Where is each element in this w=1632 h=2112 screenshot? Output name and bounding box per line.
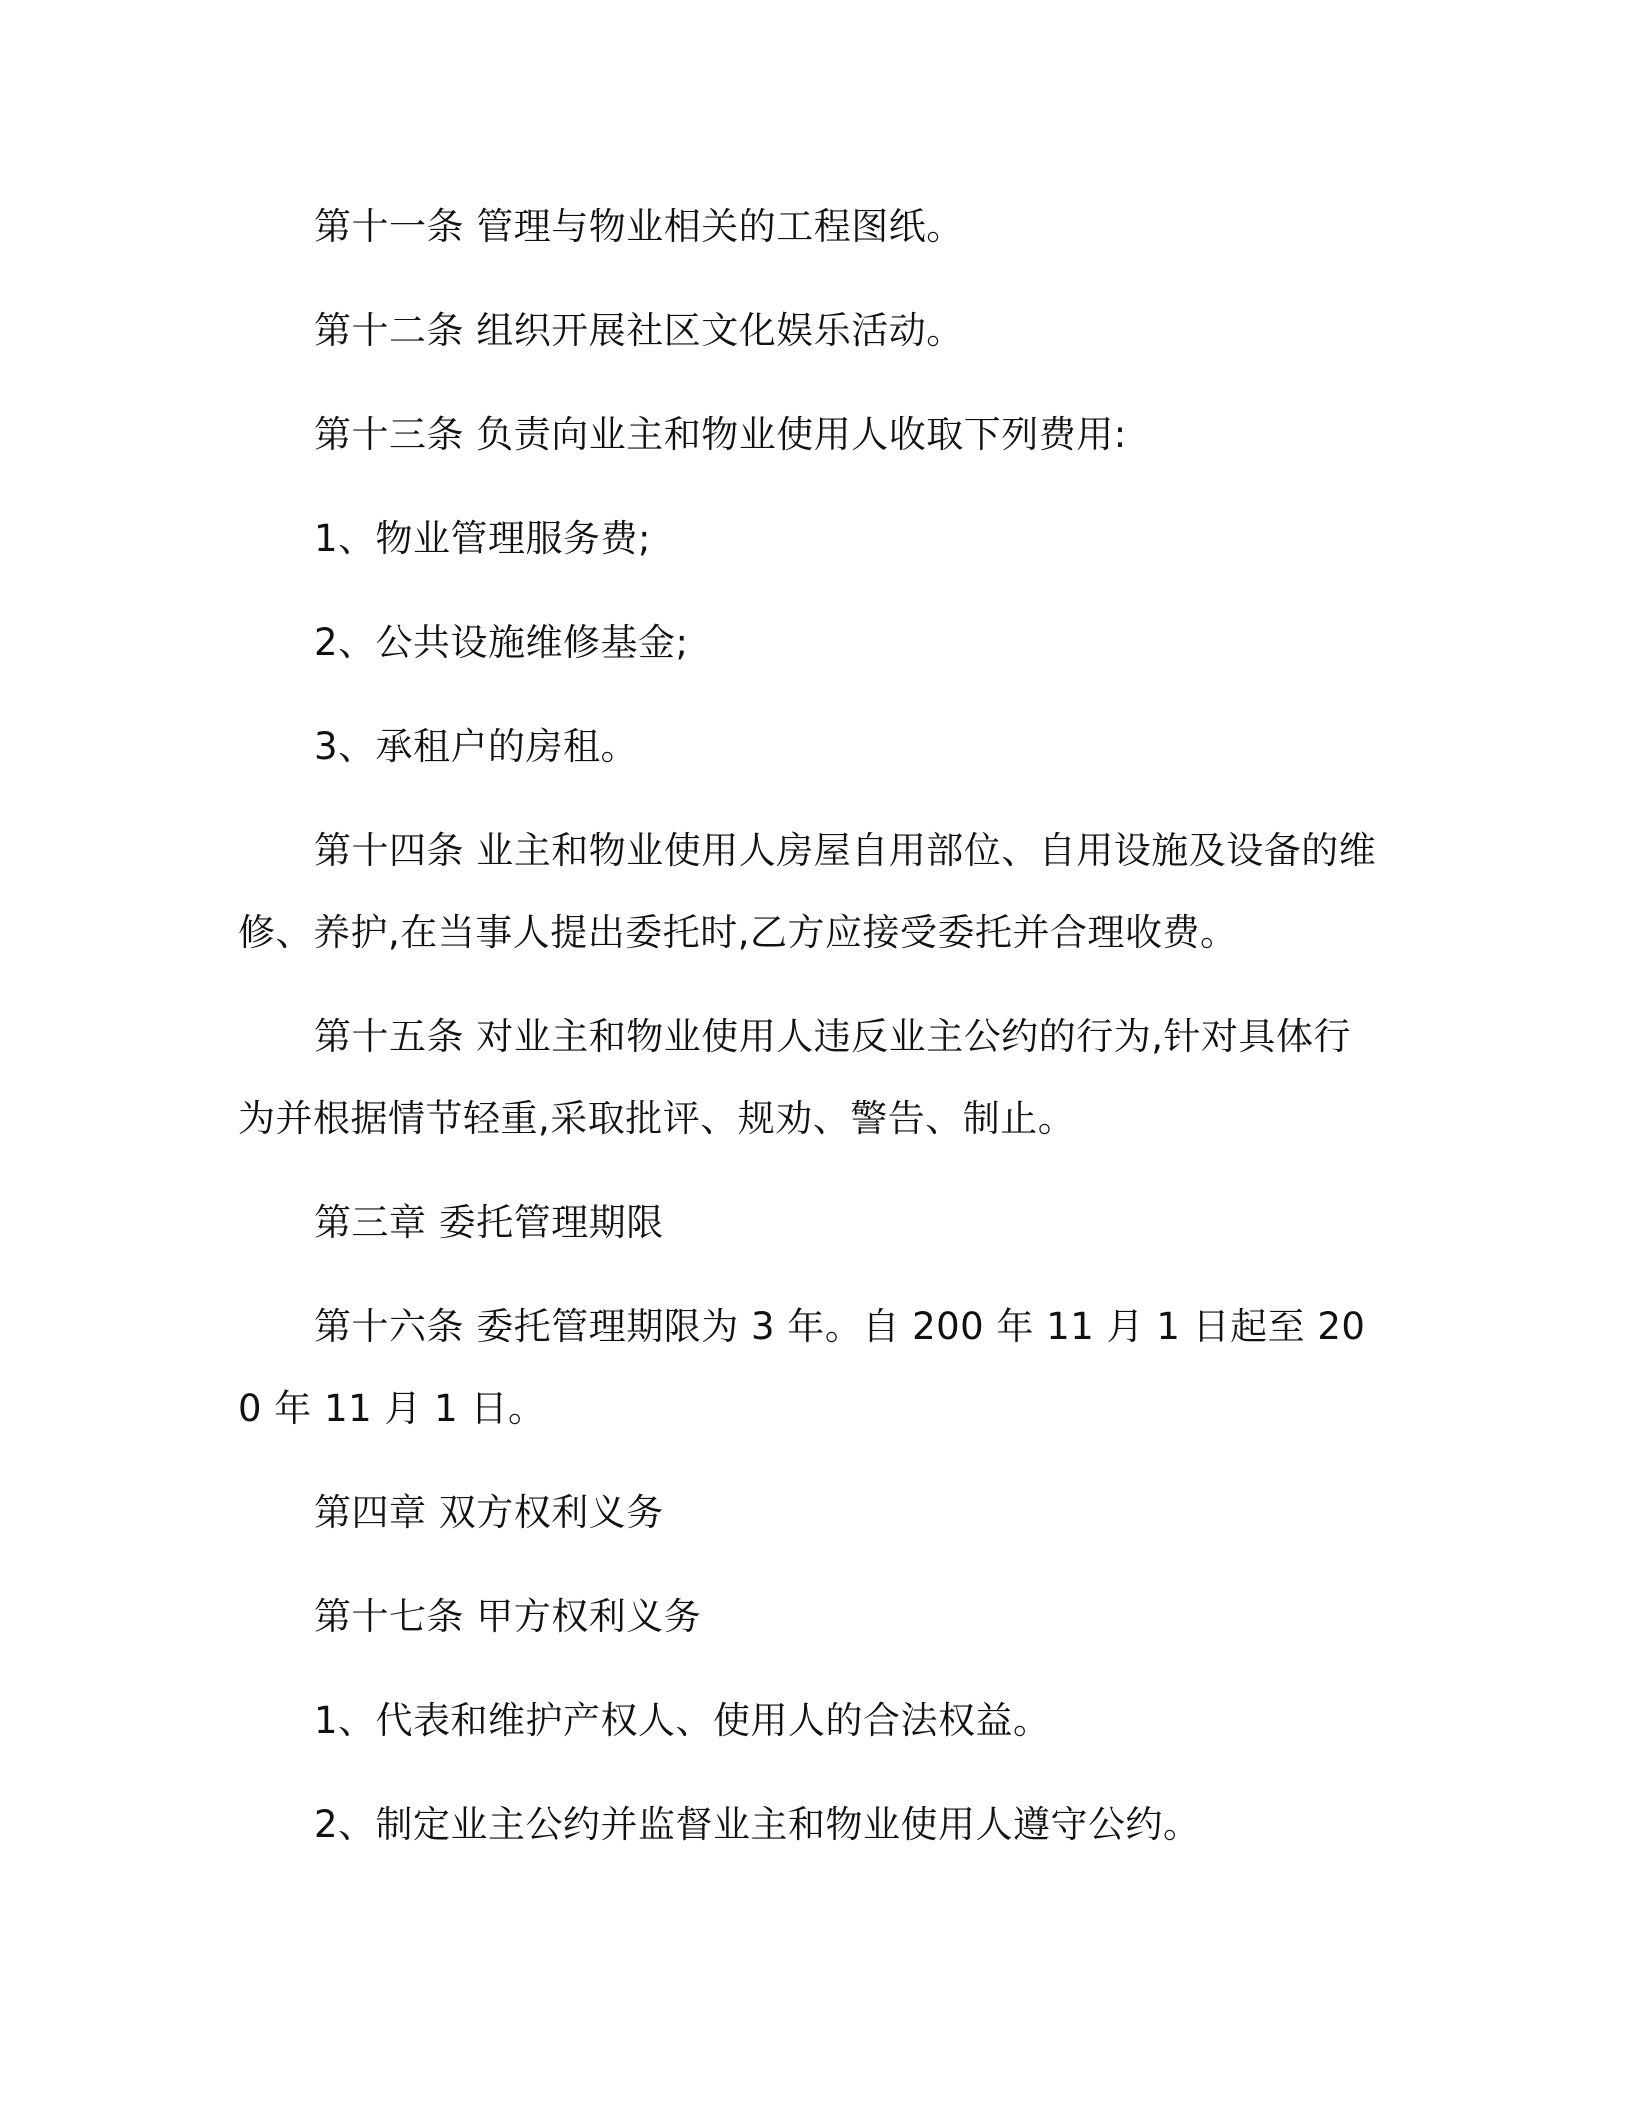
article-14: 第十四条 业主和物业使用人房屋自用部位、自用设施及设备的维修、养护,在当事人提出委托时,乙方应接受委托并合理收费。 xyxy=(238,829,1377,954)
party-a-item-1: 1、代表和维护产权人、使用人的合法权益。 xyxy=(314,1699,1051,1742)
chapter-4-heading: 第四章 双方权利义务 xyxy=(314,1491,664,1534)
document-body xyxy=(238,186,1378,1888)
party-a-item-2: 2、制定业主公约并监督业主和物业使用人遵守公约。 xyxy=(314,1803,1201,1846)
fee-item-3: 3、承租户的房租。 xyxy=(314,725,639,768)
article-12: 第十二条 组织开展社区文化娱乐活动。 xyxy=(314,309,964,352)
fee-item-1: 1、物业管理服务费; xyxy=(314,517,652,560)
fee-item-2: 2、公共设施维修基金; xyxy=(314,621,689,664)
article-11: 第十一条 管理与物业相关的工程图纸。 xyxy=(314,205,964,248)
article-16: 第十六条 委托管理期限为 3 年。自 200 年 11 月 1 日起至 200 年 11 月 1 日。 xyxy=(238,1305,1366,1430)
article-17: 第十七条 甲方权利义务 xyxy=(314,1595,702,1638)
article-15: 第十五条 对业主和物业使用人违反业主公约的行为,针对具体行为并根据情节轻重,采取批评、规劝、警告、制止。 xyxy=(238,1015,1352,1140)
article-13: 第十三条 负责向业主和物业使用人收取下列费用: xyxy=(314,413,1127,456)
chapter-3-heading: 第三章 委托管理期限 xyxy=(314,1201,664,1244)
